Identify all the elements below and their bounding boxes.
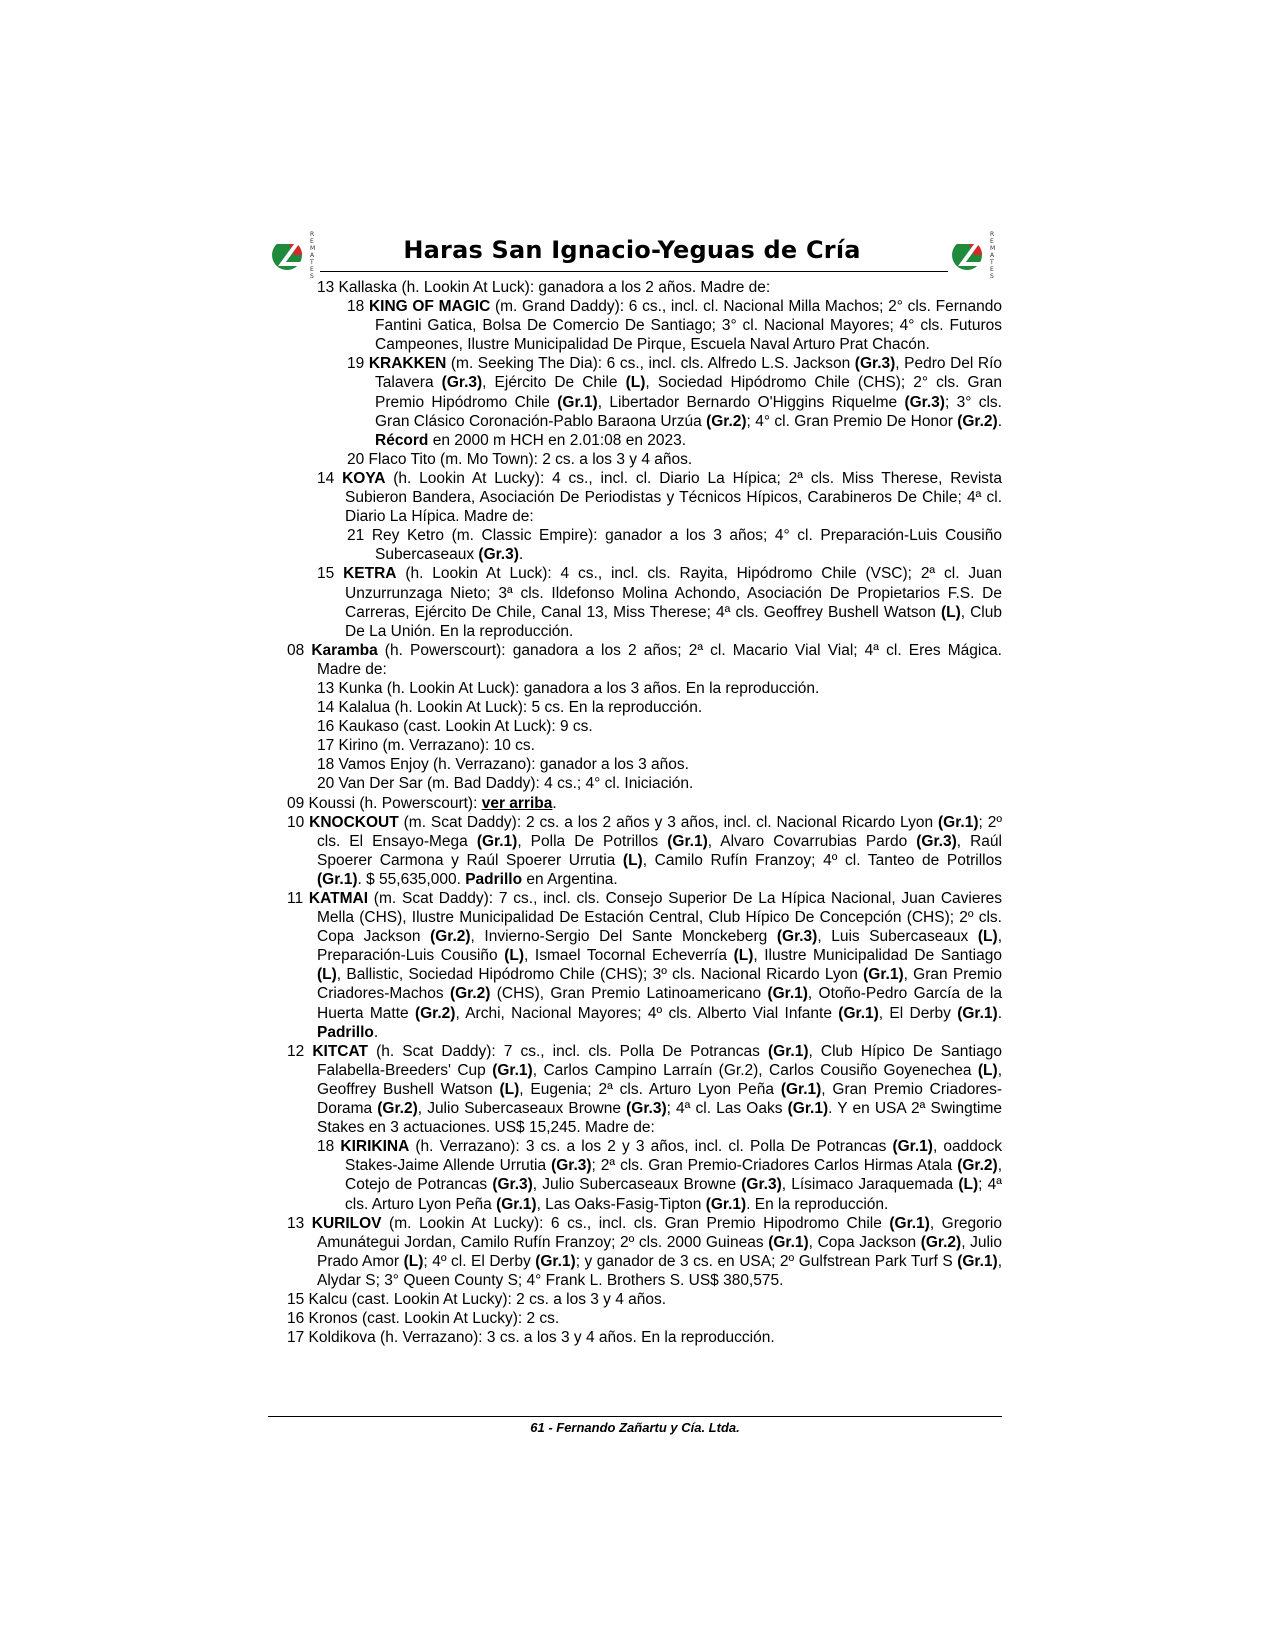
pedigree-entry [287,679,1002,698]
emphasis-text: (Gr.2) [430,928,471,946]
emphasis-text: (Gr.1) [667,832,708,850]
emphasis-text: (Gr.1) [957,1004,998,1022]
entry-text: , Club Hípico De Santiago Falabella-Breeders' Cup [317,1042,1002,1079]
entry-text: 13 [287,1214,312,1232]
emphasis-text: (Gr.1) [780,1080,822,1098]
pedigree-entry [287,1290,1002,1309]
entry-text: , Ismael Tocornal Echeverría [524,947,734,965]
entry-text: , Gran Premio Criadores-Machos [317,966,1002,1003]
emphasis-text: (L) [403,1252,424,1270]
entry-text: . [518,546,524,564]
pedigree-entry [287,278,1002,297]
entry-text: 12 [287,1042,313,1060]
emphasis-text: Padrillo [317,1023,374,1041]
emphasis-text: (Gr.1) [535,1252,576,1270]
entry-text: , Libertador Bernardo O'Higgins Riquelme [597,393,905,411]
title-underline [320,271,948,272]
entry-text: 08 [287,641,312,659]
emphasis-text: KURILOV [311,1214,382,1232]
entry-text: 15 [317,565,344,583]
entry-text: 16 Kronos (cast. Lookin At Lucky): 2 cs. [287,1310,560,1328]
svg-text:S: S [310,273,314,280]
footer-rule [268,1416,1002,1417]
entry-text: 18 [317,1138,341,1156]
entry-text: (m. Scat Daddy): 7 cs., incl. cls. Consejo Superior De La Hípica Nacional, Juan Cavieres Mella (CHS), Ilustre Municipalidad De Estación Central, Club Hípico De Concepción (CHS); 2º cls. Copa Jackson [317,890,1002,946]
pedigree-entry [287,1214,1002,1290]
cross-reference-link: ver arriba [481,794,553,812]
pedigree-entry [287,641,1002,679]
emphasis-text: (Gr.1) [787,1100,829,1118]
emphasis-text: (Gr.1) [863,966,904,984]
entry-text: 19 [347,355,369,373]
entry-text: , Club De La Unión. En la reproducción. [345,603,1002,640]
emphasis-text: (L) [977,928,998,946]
entry-text: , Ilustre Municipalidad De Santiago [753,947,1002,965]
entry-text: . [373,1023,379,1041]
entry-text: (h. Lookin At Lucky): 4 cs., incl. cl. Diario La Hípica; 2ª cls. Miss Therese, Revista Subieron Bandera, Asociación De Periodistas y Técnicos Hípicos, Carabineros De Chile; 4ª cl. Diario La Hípica. Madre de: [345,469,1002,526]
entry-text: ; y ganador de 3 cs. en USA; 2º Gulfstrean Park Turf S [575,1252,958,1270]
svg-text:R: R [990,231,995,238]
entry-text: , Las Oaks-Fasig-Tipton [536,1195,706,1213]
entry-text: . $ 55,635,000. [357,870,466,888]
entry-text: , Luis Subercaseaux [817,928,978,946]
svg-text:T: T [310,259,314,266]
svg-text:E: E [990,238,994,245]
emphasis-text: (Gr.3) [492,1176,533,1194]
entry-text: . En la reproducción. [746,1195,889,1213]
entry-text: ; 4º cl. El Derby [423,1252,536,1270]
emphasis-text: (Gr.2) [957,1157,998,1175]
svg-text:M: M [310,245,316,252]
emphasis-text: (L) [977,1061,998,1079]
emphasis-text: Récord [375,431,429,449]
emphasis-text: (Gr.1) [492,1061,533,1079]
emphasis-text: (Gr.3) [441,374,483,392]
entry-text: (CHS), Gran Premio Latinoamericano [490,985,768,1003]
emphasis-text: (Gr.1) [938,813,979,831]
emphasis-text: (Gr.3) [776,928,818,946]
emphasis-text: KING OF MAGIC [368,298,491,316]
emphasis-text: Karamba [311,641,378,659]
entry-text: , Gregorio Amunátegui Jordan, Camilo Rufín Franzoy; 2º cls. 2000 Guineas [317,1214,1002,1251]
emphasis-text: (Gr.1) [705,1195,747,1213]
emphasis-text: (Gr.1) [476,832,518,850]
emphasis-text: (Gr.1) [838,1004,879,1022]
entry-text: (h. Lookin At Luck): 4 cs., incl. cls. Rayita, Hipódromo Chile (VSC); 2ª cl. Juan Unzurrunzaga Nieto; 3ª cls. Ildefonso Molina Achondo, Asociación De Propietarios F.S. De Carreras, Ejército De Chile, Canal 13, Miss Therese; 4ª cls. Geoffrey Bushell Watson [345,565,1002,621]
emphasis-text: KATMAI [308,890,369,907]
emphasis-text: (Gr.3) [551,1157,592,1175]
entry-text: 09 Koussi (h. Powerscourt): [287,794,482,812]
emphasis-text: (Gr.2) [920,1233,962,1251]
pedigree-entry [287,717,1002,736]
pedigree-entry [287,794,1002,813]
pedigree-entry [287,1309,1002,1328]
entry-text: , Invierno-Sergio Del Sante Monckeberg [470,928,777,946]
pedigree-entry [287,736,1002,755]
emphasis-text: (Gr.1) [317,870,358,888]
entry-text: ; 4ª cls. Arturo Lyon Peña [345,1176,1002,1213]
pedigree-entry [287,354,1002,449]
emphasis-text: (L) [504,947,525,965]
emphasis-text: KETRA [343,565,397,583]
entry-text: , Preparación-Luis Cousiño [317,928,1002,965]
entry-text: 13 Kallaska (h. Lookin At Luck): ganadora a los 2 años. Madre de: [317,279,771,296]
entry-text: , oaddock Stakes-Jaime Allende Urrutia [345,1138,1002,1175]
entry-text: 13 Kunka (h. Lookin At Luck): ganadora a los 3 años. En la reproducción. [317,679,820,697]
entry-text: , Cotejo de Potrancas [345,1157,1002,1194]
pedigree-entry [287,526,1002,564]
emphasis-text: KOYA [342,469,386,487]
emphasis-text: (L) [625,374,646,392]
emphasis-text: (Gr.2) [414,1004,456,1022]
entry-text: , Copa Jackson [808,1233,921,1251]
emphasis-text: (L) [940,603,961,621]
emphasis-text: Padrillo [465,870,523,888]
emphasis-text: (Gr.1) [557,393,598,411]
emphasis-text: (Gr.3) [904,393,945,411]
svg-text:A: A [990,252,995,259]
pedigree-entry [287,1042,1002,1137]
entry-text: , Ejército De Chile [482,374,626,392]
emphasis-text: (Gr.3) [741,1176,782,1194]
emphasis-text: (Gr.2) [706,412,747,430]
entry-text: (h. Powerscourt): ganadora a los 2 años; 2ª cl. Macario Vial Vial; 4ª cl. Eres Mágica. Madre de: [317,641,1002,678]
entry-text: en Argentina. [522,870,618,888]
emphasis-text: (Gr.2) [377,1100,418,1118]
entry-text: 11 [287,890,309,907]
entry-text: 10 [287,813,310,831]
entry-text: , Ballistic, Sociedad Hipódromo Chile (CHS); 3º cls. Nacional Ricardo Lyon [336,966,864,984]
emphasis-text: (Gr.2) [957,412,998,430]
entry-text: , Lísimaco Jaraquemada [781,1176,959,1194]
entry-text: 17 Kirino (m. Verrazano): 10 cs. [317,737,535,755]
entry-text: , Polla De Potrillos [517,832,668,850]
emphasis-text: (Gr.1) [496,1195,537,1213]
entry-text: , Julio Subercaseaux Browne [417,1100,627,1118]
entry-text: 20 Van Der Sar (m. Bad Daddy): 4 cs.; 4° cl. Iniciación. [317,775,694,793]
svg-text:S: S [990,273,994,280]
pedigree-entry [287,1328,1002,1347]
entry-text: 16 Kaukaso (cast. Lookin At Luck): 9 cs. [317,718,593,736]
entry-text: . [552,794,557,812]
emphasis-text: (L) [499,1080,520,1098]
pedigree-entry [287,774,1002,793]
emphasis-text: (L) [317,966,337,984]
entry-text: 14 Kalalua (h. Lookin At Luck): 5 cs. En la reproducción. [317,699,703,717]
emphasis-text: KITCAT [312,1042,369,1060]
page-footer: 61 - Fernando Zañartu y Cía. Ltda. [530,1420,740,1435]
svg-text:E: E [310,238,314,245]
entry-text: 21 Rey Ketro (m. Classic Empire): ganador a los 3 años; 4° cl. Preparación-Luis Cousiño Subercaseaux [347,527,1002,564]
entry-text: , Pedro Del Río Talavera [375,355,1002,392]
entry-text: 14 [317,469,343,487]
emphasis-text: KRAKKEN [368,355,447,373]
entry-text: , Gran Premio Criadores-Dorama [317,1080,1003,1118]
emphasis-text: (L) [958,1176,979,1194]
emphasis-text: KIRIKINA [340,1138,410,1156]
entry-text: , Alydar S; 3° Queen County S; 4° Frank L. Brothers S. US$ 380,575. [317,1252,1002,1289]
entry-text: , Eugenia; 2ª cls. Arturo Lyon Peña [519,1080,781,1098]
emphasis-text: (Gr.3) [854,355,896,373]
svg-text:E: E [990,266,994,273]
entry-text: ; 4ª cl. Las Oaks [666,1100,788,1118]
pedigree-entry [287,755,1002,774]
svg-text:M: M [990,245,996,252]
pedigree-entry [287,1137,1002,1213]
entry-text: , Otoño-Pedro García de la Huerta Matte [317,985,1002,1022]
pedigree-entry [287,469,1002,526]
svg-text:T: T [990,259,994,266]
entry-text: 15 Kalcu (cast. Lookin At Lucky): 2 cs. a los 3 y 4 años. [287,1290,667,1308]
emphasis-text: (Gr.1) [768,1233,809,1251]
entry-text: , Geoffrey Bushell Watson [317,1061,1002,1098]
entry-text: , Julio Prado Amor [317,1233,1002,1270]
entry-text: 18 [347,298,369,316]
entry-text: ; 3° cls. Gran Clásico Coronación-Pablo Baraona Urzúa [375,393,1002,430]
entry-text: , El Derby [878,1004,958,1022]
entry-text: (m. Scat Daddy): 2 cs. a los 2 años y 3 años, incl. cl. Nacional Ricardo Lyon [398,813,938,831]
page-title: Haras San Ignacio-Yeguas de Cría [403,236,861,264]
entry-text: , Archi, Nacional Mayores; 4º cls. Alberto Vial Infante [455,1004,839,1022]
entry-text: 17 Koldikova (h. Verrazano): 3 cs. a los 3 y 4 años. En la reproducción. [287,1329,775,1347]
pedigree-entry [287,564,1002,640]
emphasis-text: (L) [622,851,643,869]
entry-text: , Sociedad Hipódromo Chile (CHS); 2° cls. Gran Premio Hipódromo Chile [375,374,1002,411]
entry-text: . [997,1004,1003,1022]
entry-text: en 2000 m HCH en 2.01:08 en 2023. [428,431,687,449]
entry-text: . [997,412,1002,430]
entry-text: (m. Grand Daddy): 6 cs., incl. cl. Nacional Milla Machos; 2° cls. Fernando Fantini Gatica, Bolsa De Comercio De Santiago; 3° cl. Nacional Mayores; 4° cls. Futuros Campeones, Ilustre Municipalidad De Pirque, Escuela Naval Arturo Prat Chacón. [375,298,1002,354]
emphasis-text: (Gr.2) [449,985,491,1003]
svg-text:E: E [310,266,314,273]
entry-text: , Alvaro Covarrubias Pardo [707,832,917,850]
entry-text: (m. Lookin At Lucky): 6 cs., incl. cls. Gran Premio Hipodromo Chile [381,1214,890,1232]
emphasis-text: KNOCKOUT [309,813,399,831]
entry-text: (h. Scat Daddy): 7 cs., incl. cls. Polla De Potrancas [368,1042,769,1060]
entry-text: 18 Vamos Enjoy (h. Verrazano): ganador a los 3 años. [317,756,689,774]
pedigree-list [287,278,1002,1347]
entry-text: , Julio Subercaseaux Browne [532,1176,742,1194]
svg-text:R: R [310,231,315,238]
emphasis-text: (Gr.3) [916,832,957,850]
emphasis-text: (Gr.1) [767,985,808,1003]
pedigree-entry [287,297,1002,354]
emphasis-text: (Gr.3) [478,546,519,564]
entry-text: ; 2º cls. El Ensayo-Mega [317,813,1002,850]
pedigree-entry [287,698,1002,717]
entry-text: (m. Seeking The Dia): 6 cs., incl. cls. Alfredo L.S. Jackson [446,355,855,373]
pedigree-entry [287,889,1002,1042]
emphasis-text: (Gr.1) [889,1214,930,1232]
pedigree-entry [287,450,1002,469]
entry-text: , Carlos Campino Larraín (Gr.2), Carlos Cousiño Goyenechea [532,1061,978,1079]
emphasis-text: (L) [733,947,754,965]
svg-text:A: A [310,252,315,259]
emphasis-text: (Gr.1) [768,1042,809,1060]
entry-text: ; 2ª cls. Gran Premio-Criadores Carlos Hirmas Atala [591,1157,958,1175]
entry-text: . Y en USA 2ª Swingtime Stakes en 3 actuaciones. US$ 15,245. Madre de: [317,1100,1002,1137]
entry-text: , Raúl Spoerer Carmona y Raúl Spoerer Urrutia [317,832,1002,869]
company-logo-right [950,228,1002,280]
emphasis-text: (Gr.1) [957,1252,998,1270]
entry-text: 20 Flaco Tito (m. Mo Town): 2 cs. a los 3 y 4 años. [347,450,693,468]
pedigree-entry [287,813,1002,889]
company-logo-left [270,228,322,280]
emphasis-text: (Gr.3) [626,1100,667,1118]
entry-text: , Camilo Rufín Franzoy; 4º cl. Tanteo de Potrillos [642,851,1002,869]
entry-text: (h. Verrazano): 3 cs. a los 2 y 3 años, incl. cl. Polla De Potrancas [409,1138,893,1156]
entry-text: ; 4° cl. Gran Premio De Honor [746,412,958,430]
emphasis-text: (Gr.1) [892,1138,933,1156]
